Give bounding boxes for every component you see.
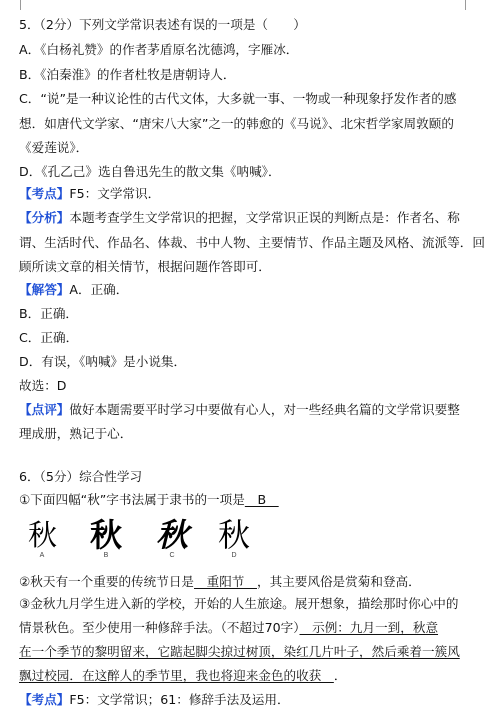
calligraphy-option-a — [20, 518, 64, 560]
q5-jieda-b: B．正确． — [19, 306, 79, 321]
calligraphy-option-b — [78, 518, 134, 560]
calligraphy-char: 秋 — [217, 516, 250, 554]
calligraphy-label: A — [39, 552, 45, 559]
jieda-tag: 【解答】 — [19, 282, 70, 297]
q6-sub3-answer-end: 飘过校园．在这醉人的季节里，我也将迎来金色的收获 — [19, 668, 334, 683]
q5-title: 5．（2分）下列文学常识表述有误的一项是（ ） — [19, 17, 306, 32]
calligraphy-option-d — [206, 518, 262, 560]
q5-fenxi-line3: 顾所读文章的相关情节，根据问题作答即可． — [19, 259, 271, 274]
q5-option-c-line1: C．“说”是一种议论性的古代文体，大多就一事、一物或一种现象抒发作者的感 — [19, 91, 457, 106]
jieda-a: A．正确． — [69, 282, 129, 297]
q5-option-b: B．《泊秦淮》的作者杜牧是唐朝诗人． — [19, 67, 236, 82]
q5-answer: 故选：D — [19, 378, 67, 393]
crop-mark-left — [20, 0, 21, 10]
q5-fenxi-line1 — [19, 210, 465, 226]
q5-jieda-d: D．有误，《呐喊》是小说集． — [19, 354, 187, 369]
q5-kaodian — [19, 186, 465, 202]
calligraphy-char: 秋 — [89, 516, 122, 554]
kaodian-tag: 【考点】 — [19, 692, 70, 707]
q6-sub2 — [19, 574, 465, 590]
q6-sub3-line1: ③金秋九月学生进入新的学校，开始的人生旅途。展开想象，描绘那时你心中的 — [19, 596, 459, 611]
calligraphy-samples — [20, 518, 260, 564]
q5-option-a: A．《白杨礼赞》的作者茅盾原名沈德鸿，字雁冰． — [19, 42, 299, 57]
kaodian-tag: 【考点】 — [19, 186, 70, 201]
calligraphy-label: C — [169, 552, 175, 559]
q6-sub2-prompt: ②秋天有一个重要的传统节日是 — [19, 574, 195, 589]
fenxi-text: 本题考查学生文学常识的把握，文学常识正误的判断点是：作者名、称 — [69, 210, 460, 225]
q5-dianping-line2: 理成册，熟记于心． — [19, 426, 133, 441]
q5-option-c-line3: 《爱莲说》． — [19, 140, 89, 155]
q6-sub3-answer-middle: 在一个季节的黎明留来，它踮起脚尖掠过树顶，染红几片叶子，然后乘着一簇风 — [19, 644, 460, 659]
q5-jieda — [19, 282, 465, 298]
q6-kaodian — [19, 692, 465, 708]
dianping-text: 做好本题需要平时学习中要做有心人，对一些经典名篇的文学常识要整 — [69, 402, 460, 417]
q6-sub1-answer: B — [244, 492, 279, 507]
q6-sub3-answer-start: 示例：九月一到，秋意 — [299, 620, 439, 635]
q5-option-d: D．《孔乙己》选自鲁迅先生的散文集《呐喊》． — [19, 164, 281, 179]
calligraphy-char: 秋 — [27, 518, 56, 552]
q6-sub3-line4 — [19, 668, 465, 684]
calligraphy-label: D — [231, 552, 237, 559]
q6-sub1 — [19, 492, 465, 508]
kaodian-text: F5：文学常识． — [69, 186, 161, 201]
fenxi-tag: 【分析】 — [19, 210, 70, 225]
q5-option-c-line2: 想．如唐代文学家、“唐宋八大家”之一的韩愈的《马说》、北宋哲学家周敦颐的 — [19, 116, 454, 131]
q6-sub3-line3 — [19, 644, 465, 660]
q5-jieda-c: C．正确． — [19, 330, 79, 345]
calligraphy-label: B — [103, 552, 109, 559]
crop-mark-right — [465, 0, 466, 10]
q6-sub2-suffix: ，其主要风俗是赏菊和登高． — [256, 574, 421, 589]
q5-dianping-line1 — [19, 402, 465, 418]
q5-fenxi-line2: 谓、生活时代、作品名、体裁、书中人物、主要情节、作品主题及风格、流派等．回 — [19, 235, 485, 250]
q6-title: 6．（5分）综合性学习 — [19, 469, 143, 484]
calligraphy-char: 秋 — [155, 516, 188, 554]
dianping-tag: 【点评】 — [19, 402, 70, 417]
q6-sub1-prompt: ①下面四幅“秋”字书法属于隶书的一项是 — [19, 492, 245, 507]
calligraphy-option-c — [144, 518, 200, 560]
q6-sub3-prompt: 情景秋色。至少使用一种修辞手法。（不超过70字） — [19, 620, 300, 635]
q6-sub3-line2 — [19, 620, 465, 636]
q6-sub3-suffix: ． — [333, 668, 347, 683]
q6-sub2-answer: 重阳节 — [194, 574, 257, 589]
kaodian-text: F5：文学常识；61：修辞手法及运用． — [69, 692, 290, 707]
